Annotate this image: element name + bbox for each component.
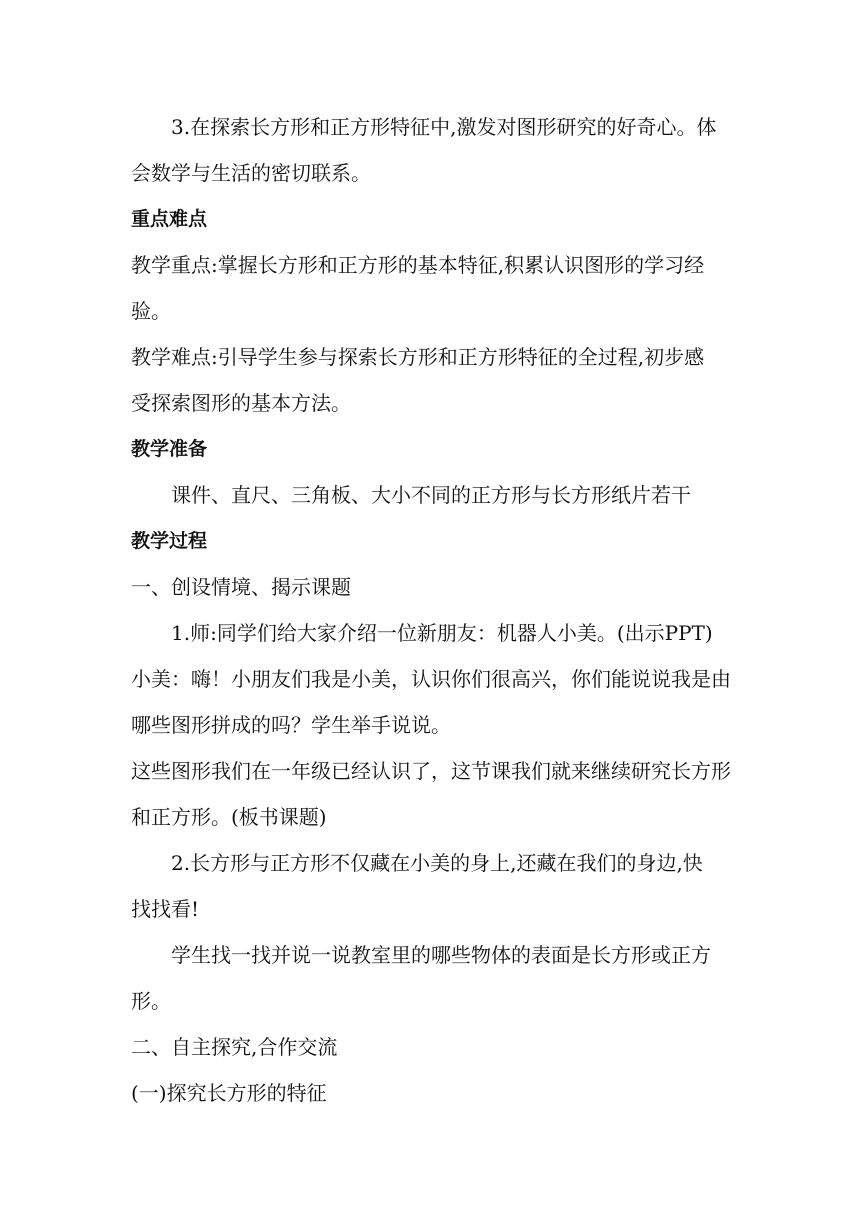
xiaomei-dialog-line-2: 哪些图形拼成的吗？学生举手说说。 [131, 713, 451, 737]
xiaomei-dialog-line-1: 小美：嗨！小朋友们我是小美，认识你们很高兴，你们能说说我是由 [131, 667, 731, 691]
difficult-point-line-1: 教学难点:引导学生参与探索长方形和正方形特征的全过程,初步感 [131, 345, 705, 369]
step-2-line-2: 找找看! [131, 897, 200, 921]
step-2-line-1: 2.长方形与正方形不仅藏在小美的身上,还藏在我们的身边,快 [171, 851, 703, 875]
heading-teaching-process: 教学过程 [131, 530, 208, 552]
section-1-title: 一、创设情境、揭示课题 [131, 575, 351, 599]
step-1-line-1: 1.师:同学们给大家介绍一位新朋友：机器人小美。(出示PPT) [171, 621, 713, 645]
heading-key-difficult-points: 重点难点 [131, 208, 208, 230]
heading-teaching-preparation: 教学准备 [131, 438, 208, 460]
intro-line-1: 这些图形我们在一年级已经认识了，这节课我们就来继续研究长方形 [131, 759, 731, 783]
preparation-materials: 课件、直尺、三角板、大小不同的正方形与长方形纸片若干 [171, 483, 691, 507]
section-2-title: 二、自主探究,合作交流 [131, 1035, 338, 1059]
key-point-line-2: 验。 [131, 299, 171, 323]
subsection-1-title: (一)探究长方形的特征 [131, 1081, 327, 1105]
student-activity-line-2: 形。 [131, 989, 171, 1013]
intro-line-2: 和正方形。(板书课题) [131, 805, 327, 829]
objective-3-line-1: 3.在探索长方形和正方形特征中,激发对图形研究的好奇心。体 [171, 115, 717, 139]
difficult-point-line-2: 受探索图形的基本方法。 [131, 391, 351, 415]
objective-3-line-2: 会数学与生活的密切联系。 [131, 161, 371, 185]
student-activity-line-1: 学生找一找并说一说教室里的哪些物体的表面是长方形或正方 [171, 943, 711, 967]
key-point-line-1: 教学重点:掌握长方形和正方形的基本特征,积累认识图形的学习经 [131, 253, 705, 277]
